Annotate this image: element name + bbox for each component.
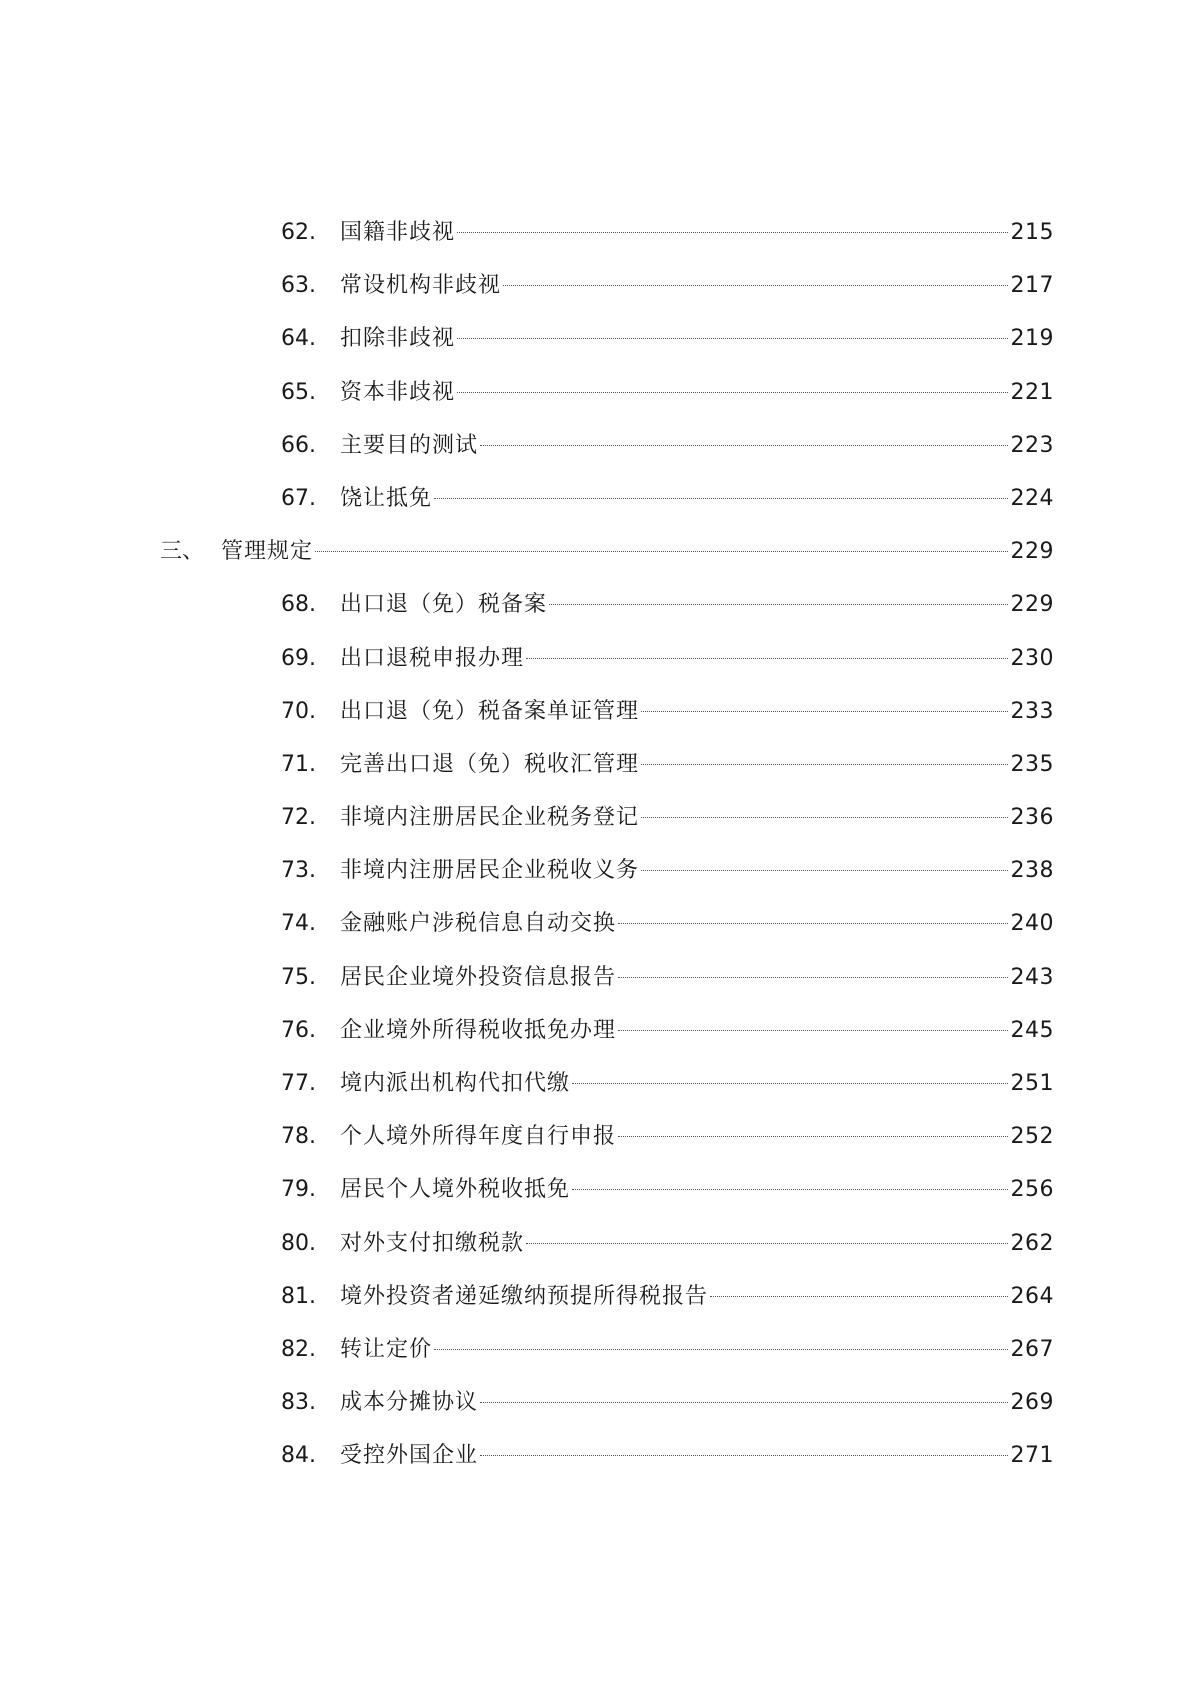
toc-entry-body xyxy=(340,1388,1054,1418)
toc-page-number[interactable]: 236 xyxy=(1010,805,1054,831)
toc-entry-body xyxy=(340,909,1054,939)
toc-entry-row[interactable] xyxy=(0,1175,1200,1228)
toc-page-number[interactable]: 251 xyxy=(1010,1071,1054,1096)
toc-entry-row[interactable] xyxy=(0,1069,1200,1122)
toc-page-number[interactable]: 271 xyxy=(1010,1443,1054,1469)
toc-entry-title[interactable]: 个人境外所得年度自行申报 xyxy=(340,1124,617,1150)
toc-entry-body xyxy=(340,697,1054,727)
toc-page-number[interactable]: 229 xyxy=(1010,592,1054,618)
toc-page-number[interactable]: 256 xyxy=(1010,1177,1054,1203)
toc-entry-row[interactable] xyxy=(0,963,1200,1016)
dot-leader xyxy=(710,1296,1007,1297)
toc-entry-body xyxy=(340,324,1054,354)
toc-page-number[interactable]: 233 xyxy=(1010,698,1054,724)
toc-entry-number: 77. xyxy=(281,1071,316,1096)
toc-entry-title[interactable]: 境内派出机构代扣代缴 xyxy=(340,1071,571,1096)
toc-entry-row[interactable] xyxy=(0,378,1200,431)
toc-entry-body xyxy=(340,750,1054,780)
toc-entry-title[interactable]: 国籍非歧视 xyxy=(340,220,456,245)
toc-entry-number: 三、 xyxy=(160,539,205,565)
toc-entry-row[interactable] xyxy=(0,1388,1200,1441)
toc-entry-title[interactable]: 主要目的测试 xyxy=(340,432,479,458)
toc-page-number[interactable]: 243 xyxy=(1010,964,1054,990)
toc-entry-number: 72. xyxy=(281,805,316,831)
toc-entry-title[interactable]: 居民个人境外税收抵免 xyxy=(340,1177,571,1203)
toc-entry-body xyxy=(340,378,1054,408)
toc-entry-number: 73. xyxy=(281,858,316,884)
toc-entry-number: 67. xyxy=(281,485,316,511)
toc-entry-title[interactable]: 出口退（免）税备案 xyxy=(340,592,548,618)
toc-page-number[interactable]: 224 xyxy=(1010,485,1054,511)
toc-entry-number: 76. xyxy=(281,1017,316,1043)
toc-page-number[interactable]: 238 xyxy=(1010,858,1054,884)
dot-leader xyxy=(526,1243,1007,1244)
dot-leader xyxy=(434,1349,1007,1350)
toc-entry-body xyxy=(340,484,1054,514)
toc-entry-body xyxy=(340,1282,1054,1312)
toc-entry-body xyxy=(340,271,1054,301)
toc-entry-body xyxy=(340,1229,1054,1259)
dot-leader xyxy=(480,445,1007,446)
toc-entry-row[interactable] xyxy=(0,431,1200,484)
toc-entry-title[interactable]: 境外投资者递延缴纳预提所得税报告 xyxy=(340,1283,709,1309)
toc-page-number[interactable]: 240 xyxy=(1010,911,1054,937)
toc-page-number[interactable]: 269 xyxy=(1010,1390,1054,1416)
toc-entry-row[interactable] xyxy=(0,1016,1200,1069)
dot-leader xyxy=(457,338,1007,339)
toc-entry-row[interactable] xyxy=(0,324,1200,377)
toc-entry-body xyxy=(340,1335,1054,1365)
dot-leader xyxy=(641,817,1007,818)
toc-entry-body xyxy=(340,218,1054,248)
dot-leader xyxy=(618,1136,1007,1137)
dot-leader xyxy=(641,870,1007,871)
dot-leader xyxy=(618,923,1007,924)
toc-entry-number: 63. xyxy=(281,273,316,299)
toc-page-number[interactable]: 217 xyxy=(1010,273,1054,299)
toc-page-number[interactable]: 235 xyxy=(1010,751,1054,777)
toc-entry-row[interactable] xyxy=(0,856,1200,909)
toc-entry-title[interactable]: 资本非歧视 xyxy=(340,379,456,405)
toc-entry-number: 80. xyxy=(281,1230,316,1256)
dot-leader xyxy=(641,711,1007,712)
toc-page-number[interactable]: 221 xyxy=(1010,379,1054,405)
toc-entry-title[interactable]: 对外支付扣缴税款 xyxy=(340,1230,525,1256)
toc-entry-row[interactable] xyxy=(0,590,1200,643)
table-of-contents xyxy=(0,218,1200,1495)
toc-entry-body xyxy=(340,963,1054,993)
toc-entry-body xyxy=(340,590,1054,620)
toc-entry-number: 69. xyxy=(281,645,316,671)
toc-entry-row[interactable] xyxy=(0,1229,1200,1282)
toc-entry-number: 75. xyxy=(281,964,316,990)
dot-leader xyxy=(480,1455,1007,1456)
toc-entry-body xyxy=(340,803,1054,833)
toc-entry-number: 65. xyxy=(281,379,316,405)
dot-leader xyxy=(457,392,1007,393)
toc-entry-body xyxy=(340,1441,1054,1471)
dot-leader xyxy=(457,232,1007,233)
toc-page-number[interactable]: 219 xyxy=(1010,326,1054,352)
toc-entry-body xyxy=(340,1122,1054,1152)
toc-page-number[interactable]: 223 xyxy=(1010,432,1054,458)
toc-entry-number: 66. xyxy=(281,432,316,458)
toc-entry-number: 74. xyxy=(281,911,316,937)
toc-entry-title[interactable]: 非境内注册居民企业税收义务 xyxy=(340,858,640,884)
toc-entry-row[interactable] xyxy=(0,1335,1200,1388)
toc-entry-body xyxy=(340,644,1054,674)
toc-entry-title[interactable]: 管理规定 xyxy=(221,539,314,565)
toc-entry-row[interactable] xyxy=(0,1282,1200,1335)
toc-entry-title[interactable]: 出口退（免）税备案单证管理 xyxy=(340,698,640,724)
toc-entry-row[interactable] xyxy=(0,697,1200,750)
toc-entry-number: 78. xyxy=(281,1124,316,1150)
dot-leader xyxy=(549,604,1007,605)
toc-entry-row[interactable] xyxy=(0,271,1200,324)
toc-entry-number: 82. xyxy=(281,1336,316,1362)
toc-section-row[interactable] xyxy=(0,537,1200,590)
dot-leader xyxy=(572,1083,1007,1084)
toc-entry-row[interactable] xyxy=(0,644,1200,697)
toc-entry-number: 62. xyxy=(281,220,316,245)
toc-entry-body xyxy=(340,1175,1054,1205)
toc-page-number[interactable]: 262 xyxy=(1010,1230,1054,1256)
toc-entry-title[interactable]: 受控外国企业 xyxy=(340,1443,479,1469)
toc-entry-number: 81. xyxy=(281,1283,316,1309)
toc-entry-title[interactable]: 居民企业境外投资信息报告 xyxy=(340,964,617,990)
toc-entry-title[interactable]: 扣除非歧视 xyxy=(340,326,456,352)
toc-entry-title[interactable]: 成本分摊协议 xyxy=(340,1390,479,1416)
toc-entry-number: 68. xyxy=(281,592,316,618)
toc-entry-body xyxy=(340,431,1054,461)
toc-entry-number: 70. xyxy=(281,698,316,724)
toc-page-number[interactable]: 230 xyxy=(1010,645,1054,671)
toc-entry-number: 84. xyxy=(281,1443,316,1469)
dot-leader xyxy=(526,658,1007,659)
toc-entry-title[interactable]: 完善出口退（免）税收汇管理 xyxy=(340,751,640,777)
toc-entry-body xyxy=(340,856,1054,886)
toc-entry-body xyxy=(221,537,1054,567)
dot-leader xyxy=(618,1030,1007,1031)
toc-entry-number: 71. xyxy=(281,751,316,777)
toc-page-number[interactable]: 245 xyxy=(1010,1017,1054,1043)
toc-entry-title[interactable]: 常设机构非歧视 xyxy=(340,273,502,299)
toc-entry-row[interactable] xyxy=(0,750,1200,803)
toc-entry-number: 64. xyxy=(281,326,316,352)
toc-entry-number: 79. xyxy=(281,1177,316,1203)
toc-entry-title[interactable]: 饶让抵免 xyxy=(340,485,433,511)
toc-entry-row[interactable] xyxy=(0,1441,1200,1494)
toc-entry-row[interactable] xyxy=(0,1122,1200,1175)
toc-entry-body xyxy=(340,1016,1054,1046)
toc-entry-title[interactable]: 转让定价 xyxy=(340,1336,433,1362)
toc-page-number[interactable]: 229 xyxy=(1010,539,1054,565)
toc-entry-title[interactable]: 出口退税申报办理 xyxy=(340,645,525,671)
toc-page-number[interactable]: 252 xyxy=(1010,1124,1054,1150)
toc-entry-row[interactable] xyxy=(0,484,1200,537)
dot-leader xyxy=(434,498,1007,499)
toc-entry-title[interactable]: 非境内注册居民企业税务登记 xyxy=(340,805,640,831)
toc-entry-title[interactable]: 企业境外所得税收抵免办理 xyxy=(340,1017,617,1043)
toc-entry-title[interactable]: 金融账户涉税信息自动交换 xyxy=(340,911,617,937)
toc-entry-row[interactable] xyxy=(0,803,1200,856)
dot-leader xyxy=(618,977,1007,978)
toc-entry-row[interactable] xyxy=(0,909,1200,962)
toc-page-number[interactable]: 215 xyxy=(1010,220,1054,245)
toc-page-number[interactable]: 264 xyxy=(1010,1283,1054,1309)
dot-leader xyxy=(315,551,1007,552)
dot-leader xyxy=(641,764,1007,765)
toc-entry-body xyxy=(340,1069,1054,1099)
toc-page-number[interactable]: 267 xyxy=(1010,1336,1054,1362)
dot-leader xyxy=(572,1189,1007,1190)
toc-entry-number: 83. xyxy=(281,1390,316,1416)
dot-leader xyxy=(480,1402,1007,1403)
dot-leader xyxy=(503,285,1007,286)
toc-entry-row[interactable] xyxy=(0,218,1200,271)
